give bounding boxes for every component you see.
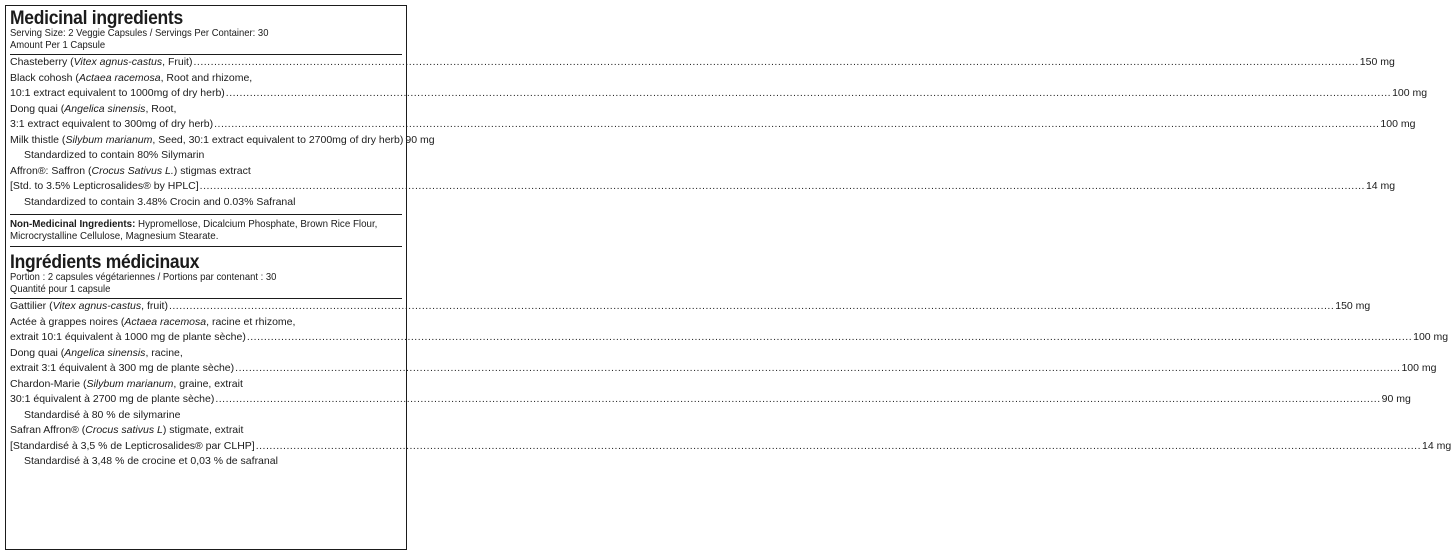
en-title: Medicinal ingredients (10, 8, 183, 29)
ingredient-amount: 90 mg (1381, 393, 1411, 405)
ingredient-line (10, 117, 1416, 133)
ingredient-text-part: Standardized to contain 80% Silymarin (24, 149, 205, 161)
ingredient-line (10, 330, 1449, 346)
ingredient-text-part: Standardisé à 80 % de silymarine (24, 408, 181, 421)
ingredient-text-part: Standardized to contain 3.48% Crocin and 0.03% Safranal (24, 195, 296, 208)
ingredient-amount: 150 mg (1335, 300, 1371, 312)
section-divider (10, 246, 402, 247)
ingredient-amount: 100 mg (1392, 87, 1428, 99)
ingredient-line (10, 102, 402, 118)
ingredient-text (10, 86, 225, 102)
ingredient-text-part: extrait 3:1 équivalent à 300 mg de plante sèche) (10, 362, 235, 374)
dot-leader (200, 179, 1365, 195)
dot-leader (215, 392, 1380, 408)
ingredient-text (24, 408, 180, 424)
ingredient-text (24, 195, 295, 211)
ingredient-line (10, 346, 402, 362)
ingredient-latin-name: Actaea racemosa (78, 71, 161, 84)
ingredient-line (10, 315, 402, 331)
fr-amount-per: Quantité pour 1 capsule (10, 282, 111, 295)
ingredient-line (10, 164, 402, 180)
ingredient-text-part: extrait 10:1 équivalent à 1000 mg de plante sèche) (10, 331, 246, 343)
ingredient-text-part: Actée à grappes noires ( (10, 315, 125, 328)
ingredient-text-part: Safran Affron® ( (10, 424, 86, 436)
ingredient-text-part: , racine, (145, 346, 183, 359)
ingredient-text-part: Dong quai ( (10, 102, 65, 115)
ingredient-text (10, 55, 192, 71)
ingredient-text (10, 164, 251, 180)
ingredient-line (10, 361, 1437, 377)
ingredient-amount: 150 mg (1359, 56, 1395, 68)
ingredient-amount: 100 mg (1413, 331, 1449, 343)
ingredient-text-part: [Std. to 3.5% Lepticrosalides® by HPLC] (10, 180, 199, 192)
en-nonmed-divider (10, 214, 402, 215)
ingredient-line (10, 148, 402, 164)
ingredient-text (10, 346, 183, 362)
ingredient-line (10, 133, 435, 149)
dot-leader (226, 86, 1391, 102)
fr-title: Ingrédients médicinaux (10, 252, 200, 273)
ingredient-text (10, 71, 252, 87)
ingredient-line (10, 423, 402, 439)
supplement-label-panel (5, 5, 1451, 550)
ingredient-text-part: ) stigmas extract (173, 164, 251, 177)
dot-leader (256, 439, 1421, 455)
ingredient-text (10, 299, 168, 315)
ingredient-line (10, 71, 402, 87)
ingredient-latin-name: Angelica sinensis (64, 346, 146, 359)
ingredient-line (10, 377, 402, 393)
ingredient-line (10, 179, 1396, 195)
ingredient-text (10, 315, 295, 331)
ingredient-latin-name: Vitex agnus-castus (73, 56, 163, 68)
ingredient-amount: 14 mg (1365, 180, 1396, 192)
ingredient-text (10, 377, 243, 393)
ingredient-text (10, 330, 246, 346)
ingredient-text-part: , graine, extrait (173, 377, 243, 390)
ingredient-text (10, 133, 403, 149)
ingredient-amount: 14 mg (1422, 439, 1451, 452)
dot-leader (169, 299, 1334, 315)
ingredient-amount: 90 mg (405, 133, 435, 146)
ingredient-line (10, 195, 402, 211)
ingredient-text (10, 117, 213, 133)
ingredient-text-part: Dong quai ( (10, 346, 65, 359)
ingredient-text-part: , Fruit) (162, 56, 193, 68)
dot-leader (235, 361, 1400, 377)
ingredient-text-part: , Root and rhizome, (160, 71, 253, 84)
ingredient-text-part: 10:1 extract equivalent to 1000mg of dry herb) (10, 87, 225, 99)
ingredient-text (10, 423, 243, 439)
fr-ingredient-list (10, 299, 1451, 470)
ingredient-latin-name: Crocus sativus L (85, 424, 163, 436)
dot-leader (193, 55, 1358, 71)
ingredient-text-part: ) stigmate, extrait (162, 424, 244, 436)
ingredient-text-part: Black cohosh ( (10, 71, 79, 84)
ingredient-text-part: Gattilier ( (10, 300, 53, 312)
ingredient-text-part: [Standardisé à 3,5 % de Lepticrosalides® par CLHP] (10, 439, 255, 452)
ingredient-line (10, 86, 1428, 102)
ingredient-text-part: , Root, (145, 102, 177, 115)
ingredient-line (10, 299, 1371, 315)
ingredient-text (24, 454, 278, 470)
ingredient-latin-name: Actaea racemosa (124, 315, 207, 328)
ingredient-text (10, 392, 214, 408)
ingredient-text-part: 3:1 extract equivalent to 300mg of dry herb) (10, 118, 214, 130)
ingredient-latin-name: Vitex agnus-castus (52, 300, 142, 312)
nonmed-label: Non-Medicinal Ingredients: (10, 218, 136, 230)
ingredient-text (24, 148, 204, 164)
ingredient-line (10, 392, 1411, 408)
ingredient-text-part: , fruit) (141, 300, 168, 312)
ingredient-text (10, 439, 255, 455)
ingredient-text-part: Milk thistle ( (10, 133, 66, 146)
ingredient-latin-name: Angelica sinensis (64, 102, 146, 115)
ingredient-text (10, 361, 234, 377)
ingredient-text-part: Affron®: Saffron ( (10, 164, 92, 177)
ingredient-text (10, 179, 199, 195)
fr-serving-info: Portion : 2 capsules végétariennes / Portions par contenant : 30 (10, 271, 277, 283)
ingredient-text-part: , Seed, 30:1 extract equivalent to 2700mg of dry herb) (152, 133, 404, 146)
nonmed-text: Hypromellose, Dicalcium Phosphate, Brown Rice Flour, Microcrystalline Cellulose, Magnesium Stearate. (10, 218, 378, 242)
ingredient-line (10, 439, 1451, 455)
ingredient-text-part: 30:1 équivalent à 2700 mg de plante sèche) (10, 393, 215, 405)
en-serving-info: Serving Size: 2 Veggie Capsules / Servings Per Container: 30 (10, 27, 269, 39)
ingredient-text-part: Chardon-Marie ( (10, 377, 87, 390)
dot-leader (247, 330, 1412, 346)
ingredient-line (10, 454, 402, 470)
en-nonmedicinal-ingredients (10, 218, 400, 242)
ingredient-latin-name: Crocus Sativus L. (91, 164, 174, 177)
ingredient-line (10, 55, 1395, 71)
ingredient-text-part: , racine et rhizome, (206, 315, 296, 328)
ingredient-amount: 100 mg (1401, 362, 1437, 374)
en-amount-per: Amount Per 1 Capsule (10, 38, 106, 51)
ingredient-text-part: Chasteberry ( (10, 56, 74, 68)
ingredient-text-part: Standardisé à 3,48 % de crocine et 0,03 % de safranal (24, 455, 278, 467)
ingredient-line (10, 408, 402, 424)
ingredient-amount: 100 mg (1380, 118, 1416, 130)
ingredient-latin-name: Silybum marianum (65, 133, 153, 146)
en-ingredient-list (10, 55, 1428, 210)
ingredient-latin-name: Silybum marianum (86, 377, 174, 390)
dot-leader (214, 117, 1379, 133)
ingredient-text (10, 102, 176, 118)
